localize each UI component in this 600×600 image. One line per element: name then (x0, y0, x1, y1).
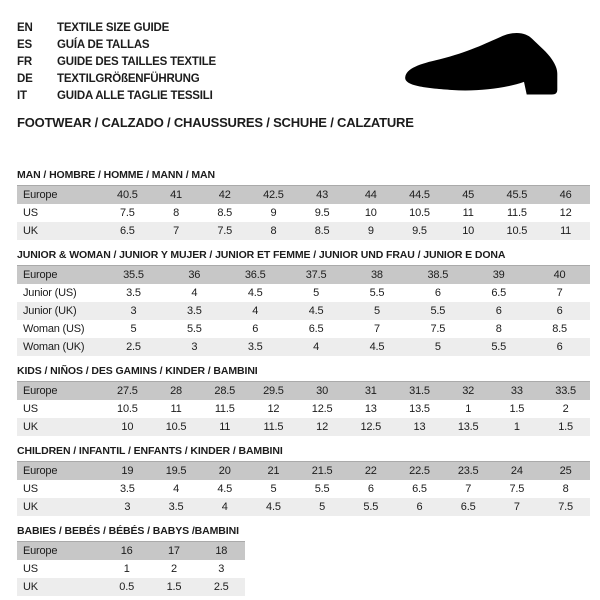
section-man (17, 170, 590, 240)
size-cell: 6 (252, 323, 259, 335)
language-code: EN (17, 22, 33, 34)
table-row (17, 400, 590, 418)
size-cell: 7 (465, 483, 472, 495)
size-cell: 11 (560, 225, 572, 237)
row-label: Europe (23, 189, 58, 201)
size-cell: 20 (218, 465, 231, 477)
row-label: Europe (23, 385, 58, 397)
size-cell: 4 (221, 501, 228, 513)
size-cell: 11 (170, 403, 182, 415)
size-cell: 22 (364, 465, 377, 477)
table-row (17, 186, 590, 205)
size-cell: 30 (316, 385, 329, 397)
size-cell: 5.5 (363, 501, 379, 513)
size-cell: 4.5 (247, 287, 263, 299)
size-cell: 6 (416, 501, 423, 513)
row-label: UK (23, 421, 38, 433)
table-row (17, 560, 245, 578)
size-cell: 17 (168, 545, 180, 557)
size-cell: 2.5 (126, 341, 141, 353)
size-cell: 45.5 (506, 189, 528, 201)
size-cell: 8.5 (217, 207, 233, 219)
table-row (17, 266, 590, 285)
size-cell: 37.5 (305, 269, 327, 281)
size-cell: 8.5 (552, 323, 567, 335)
size-cell: 23.5 (457, 465, 479, 477)
size-cell: 28.5 (214, 385, 236, 397)
language-label: GUIDE DES TAILLES TEXTILE (57, 56, 216, 68)
size-cell: 6 (434, 287, 441, 299)
size-cell: 11.5 (214, 403, 235, 415)
size-cell: 10.5 (506, 225, 528, 237)
size-cell: 3.5 (119, 483, 135, 495)
size-cell: 21 (267, 465, 280, 477)
size-cell: 1.5 (509, 403, 525, 415)
size-cell: 6 (556, 341, 563, 353)
size-cell: 2 (562, 403, 569, 415)
size-cell: 27.5 (117, 385, 138, 397)
language-code: DE (17, 73, 33, 85)
size-cell: 46 (559, 189, 572, 201)
shoe-icon (398, 26, 578, 100)
table-row (17, 222, 590, 240)
size-cell: 7 (556, 287, 563, 299)
size-cell: 7 (173, 225, 179, 237)
size-cell: 39 (492, 269, 505, 281)
size-cell: 4 (173, 483, 179, 495)
size-cell: 7.5 (217, 225, 233, 237)
size-cell: 8 (173, 207, 179, 219)
row-label: Junior (UK) (23, 305, 77, 317)
language-label: GUIDA ALLE TAGLIE TESSILI (57, 90, 213, 102)
size-cell: 10.5 (165, 421, 187, 433)
size-cell: 13.5 (457, 421, 479, 433)
table-row (17, 542, 245, 561)
size-table (17, 185, 590, 240)
size-cell: 33.5 (555, 385, 576, 397)
row-label: UK (23, 501, 38, 513)
size-cell: 1 (465, 403, 472, 415)
size-cell: 13 (364, 403, 377, 415)
size-cell: 12 (267, 403, 280, 415)
size-cell: 10 (462, 225, 475, 237)
size-cell: 3.5 (126, 287, 141, 299)
size-cell: 11.5 (263, 421, 284, 433)
table-row (17, 204, 590, 222)
table-title: BABIES / BEBÉS / BÉBÉS / BABYS /BAMBINI (17, 525, 239, 537)
size-cell: 18 (215, 545, 228, 557)
size-cell: 21.5 (311, 465, 333, 477)
size-cell: 31 (364, 385, 377, 397)
row-label: US (23, 207, 38, 219)
size-cell: 2 (170, 563, 177, 575)
size-cell: 9.5 (314, 207, 330, 219)
size-cell: 5 (434, 341, 441, 353)
size-cell: 10.5 (117, 403, 138, 415)
size-cell: 5 (270, 483, 277, 495)
table-row (17, 320, 590, 338)
size-cell: 5.5 (369, 287, 385, 299)
size-cell: 38 (371, 269, 383, 281)
size-cell: 2.5 (213, 581, 229, 593)
size-cell: 5 (319, 501, 326, 513)
size-tables-container (17, 170, 590, 596)
size-cell: 8 (270, 225, 277, 237)
row-label: Woman (US) (23, 323, 85, 335)
size-cell: 3 (218, 563, 225, 575)
size-cell: 6.5 (412, 483, 427, 495)
size-cell: 43 (316, 189, 329, 201)
size-cell: 41 (170, 189, 182, 201)
size-cell: 13.5 (409, 403, 430, 415)
row-label: US (23, 563, 38, 575)
section-babies (17, 526, 590, 596)
size-cell: 5.5 (314, 483, 330, 495)
size-cell: 4 (252, 305, 259, 317)
size-cell: 11.5 (506, 207, 527, 219)
size-cell: 9.5 (412, 225, 427, 237)
size-cell: 12 (316, 421, 329, 433)
size-cell: 1.5 (166, 581, 182, 593)
size-cell: 7.5 (558, 501, 573, 513)
size-cell: 4 (191, 287, 198, 299)
size-cell: 13 (413, 421, 426, 433)
size-cell: 6 (495, 305, 502, 317)
row-label: Woman (UK) (23, 341, 85, 353)
table-row (17, 480, 590, 498)
size-cell: 40.5 (117, 189, 138, 201)
size-cell: 28 (170, 385, 182, 397)
size-cell: 36 (188, 269, 201, 281)
size-cell: 33 (510, 385, 523, 397)
row-label: US (23, 483, 38, 495)
size-table (17, 541, 245, 596)
table-row (17, 302, 590, 320)
size-cell: 9 (367, 225, 374, 237)
size-cell: 1 (513, 421, 520, 433)
size-cell: 7 (513, 501, 520, 513)
size-cell: 5.5 (491, 341, 507, 353)
size-cell: 6 (367, 483, 374, 495)
size-cell: 11 (219, 421, 231, 433)
size-cell: 4.5 (266, 501, 281, 513)
size-cell: 4 (313, 341, 320, 353)
size-cell: 19 (121, 465, 134, 477)
size-table (17, 265, 590, 356)
size-cell: 4.5 (308, 305, 324, 317)
table-row (17, 284, 590, 302)
table-title: KIDS / NIÑOS / DES GAMINS / KINDER / BAMBINI (17, 365, 258, 377)
table-title: MAN / HOMBRE / HOMME / MANN / MAN (17, 169, 215, 181)
table-row (17, 338, 590, 356)
language-label: TEXTILE SIZE GUIDE (57, 22, 170, 34)
size-cell: 3 (191, 341, 198, 353)
size-cell: 3.5 (247, 341, 263, 353)
size-cell: 5 (373, 305, 380, 317)
size-cell: 5 (130, 323, 137, 335)
size-cell: 7.5 (430, 323, 446, 335)
section-junior-woman (17, 250, 590, 356)
size-cell: 9 (270, 207, 277, 219)
size-cell: 22.5 (409, 465, 430, 477)
size-cell: 6.5 (460, 501, 476, 513)
size-cell: 11 (462, 207, 474, 219)
size-cell: 32 (462, 385, 475, 397)
row-label: Europe (23, 545, 58, 557)
row-label: US (23, 403, 38, 415)
size-cell: 10 (364, 207, 377, 219)
size-cell: 8.5 (314, 225, 330, 237)
row-label: Europe (23, 465, 58, 477)
row-label: UK (23, 225, 38, 237)
size-cell: 42 (218, 189, 231, 201)
category-title: FOOTWEAR / CALZADO / CHAUSSURES / SCHUHE / CALZATURE (17, 115, 414, 130)
size-cell: 35.5 (123, 269, 144, 281)
size-cell: 40 (553, 269, 566, 281)
size-cell: 10 (121, 421, 134, 433)
section-children (17, 446, 590, 516)
size-cell: 4.5 (369, 341, 385, 353)
language-label: GUÍA DE TALLAS (57, 39, 150, 51)
size-cell: 19.5 (165, 465, 187, 477)
size-cell: 42.5 (263, 189, 284, 201)
size-cell: 12 (559, 207, 572, 219)
size-cell: 29.5 (263, 385, 284, 397)
size-cell: 5.5 (186, 323, 202, 335)
table-row (17, 418, 590, 436)
size-cell: 7.5 (119, 207, 135, 219)
section-kids (17, 366, 590, 436)
size-cell: 10.5 (409, 207, 430, 219)
size-cell: 5.5 (430, 305, 446, 317)
size-cell: 31.5 (409, 385, 430, 397)
table-row (17, 382, 590, 401)
size-cell: 7 (373, 323, 380, 335)
size-cell: 3.5 (168, 501, 184, 513)
row-label: Europe (23, 269, 58, 281)
size-table (17, 381, 590, 436)
size-cell: 12.5 (311, 403, 333, 415)
size-cell: 25 (559, 465, 572, 477)
table-row (17, 578, 245, 596)
row-label: UK (23, 581, 38, 593)
size-cell: 6.5 (491, 287, 507, 299)
language-code: FR (17, 56, 32, 68)
size-cell: 1 (123, 563, 130, 575)
size-cell: 6.5 (119, 225, 135, 237)
size-cell: 44.5 (409, 189, 430, 201)
language-label: TEXTILGRÖßENFÜHRUNG (57, 73, 200, 85)
size-cell: 8 (562, 483, 569, 495)
size-cell: 6.5 (308, 323, 324, 335)
size-cell: 36.5 (244, 269, 266, 281)
table-title: CHILDREN / INFANTIL / ENFANTS / KINDER / BAMBINI (17, 445, 283, 457)
language-code: IT (17, 90, 27, 102)
size-cell: 5 (313, 287, 320, 299)
size-cell: 12.5 (360, 421, 382, 433)
table-row (17, 498, 590, 516)
size-cell: 6 (556, 305, 563, 317)
size-cell: 4.5 (217, 483, 233, 495)
size-cell: 45 (462, 189, 475, 201)
size-cell: 3.5 (186, 305, 202, 317)
size-cell: 24 (510, 465, 523, 477)
size-cell: 38.5 (427, 269, 449, 281)
size-cell: 16 (120, 545, 133, 557)
size-cell: 3 (124, 501, 131, 513)
size-table (17, 461, 590, 516)
table-row (17, 462, 590, 481)
size-cell: 7.5 (509, 483, 525, 495)
row-label: Junior (US) (23, 287, 77, 299)
language-code: ES (17, 39, 32, 51)
table-title: JUNIOR & WOMAN / JUNIOR Y MUJER / JUNIOR ET FEMME / JUNIOR UND FRAU / JUNIOR E DONA (17, 249, 506, 261)
size-cell: 44 (364, 189, 377, 201)
size-cell: 3 (130, 305, 137, 317)
size-cell: 8 (495, 323, 502, 335)
size-cell: 0.5 (119, 581, 134, 593)
size-cell: 1.5 (558, 421, 573, 433)
